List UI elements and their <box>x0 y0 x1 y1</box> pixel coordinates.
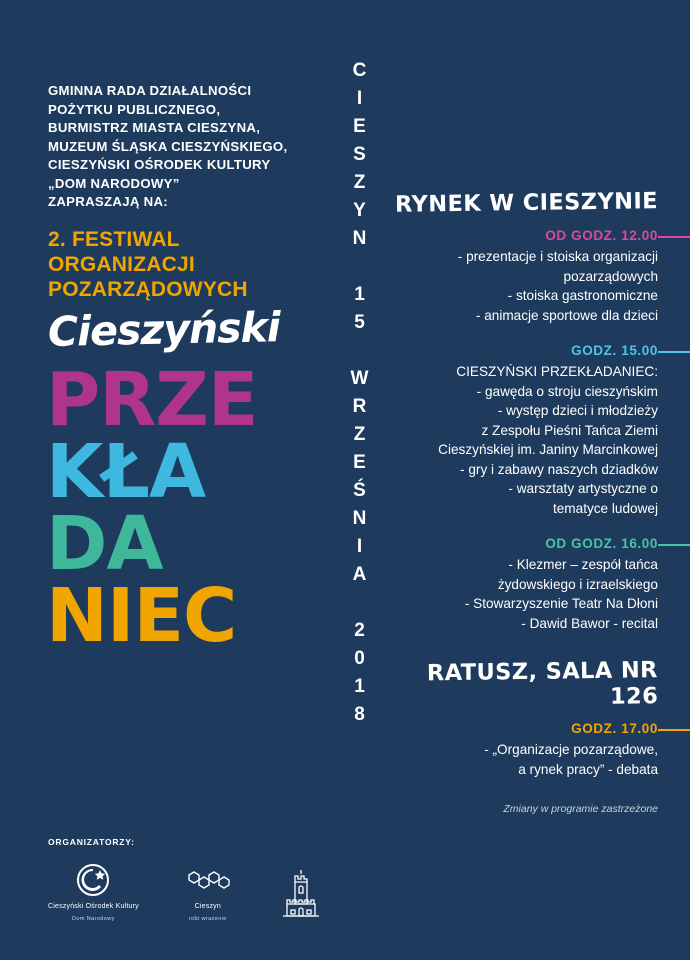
program-line: pozarządowych <box>563 268 658 284</box>
muzeum-logo <box>277 866 325 922</box>
festival-title <box>48 227 318 302</box>
festival-title-line: POZARZĄDOWYCH <box>48 277 248 301</box>
program-line: - warsztaty artystyczne o <box>508 481 658 496</box>
vertical-date: CIESZYN 15 WRZEŚNIA 2018 <box>349 60 370 732</box>
script-headline: Cieszyński <box>47 302 281 356</box>
big-word-kla: KŁA <box>46 428 206 515</box>
castle-tower-icon <box>277 866 325 922</box>
program-line: - animacje sportowe dla dzieci <box>475 307 658 323</box>
program-line: - gawęda o stroju cieszyńskim <box>476 383 658 399</box>
program-lines-1700 <box>390 740 658 779</box>
program-block-1500 <box>390 343 658 518</box>
cok-logo-sub: Dom Narodowy <box>72 916 115 922</box>
organizers-intro-line: CIESZYŃSKI OŚRODEK KULTURY <box>48 157 271 172</box>
big-word-da: DA <box>46 500 163 587</box>
organizers-intro-line: BURMISTRZ MIASTA CIESZYNA, <box>48 120 261 135</box>
cieszyn-logo <box>181 871 235 922</box>
festival-title-line: 2. FESTIWAL <box>48 227 180 251</box>
cieszyn-logo-sub: robi wrażenie <box>188 916 227 922</box>
program-block-1200 <box>390 228 658 325</box>
accent-rule-magenta <box>658 236 690 238</box>
venue-rynek: RYNEK W CIESZYNIE <box>394 188 659 218</box>
accent-rule-green <box>658 544 690 546</box>
organizers-intro-line: POŻYTKU PUBLICZNEGO, <box>48 101 221 117</box>
program-lines-1600 <box>390 555 658 633</box>
footer-label: ORGANIZATORZY: <box>48 837 135 847</box>
organizers-intro-line: MUZEUM ŚLĄSKA CIESZYŃSKIEGO, <box>48 138 288 154</box>
program-line: - Stowarzyszenie Teatr Na Dłoni <box>464 596 658 611</box>
program-line: CIESZYŃSKI PRZEKŁADANIEC: <box>456 364 658 379</box>
program-time-1700: GODZ. 17.00 <box>571 721 658 736</box>
organizers-intro-line: „DOM NARODOWY” <box>48 175 180 191</box>
program-line: - Klezmer – zespół tańca <box>508 557 658 572</box>
accent-rule-amber <box>658 729 690 731</box>
program-line: a rynek pracy” - debata <box>518 761 658 777</box>
program-line: - występ dzieci i młodzieży <box>497 403 658 418</box>
venue-ratusz: RATUSZ, SALA NR 126 <box>426 657 659 710</box>
cok-mark-icon <box>76 863 110 897</box>
program-column <box>390 190 658 815</box>
logo-row <box>48 863 378 922</box>
organizers-intro <box>48 82 318 212</box>
organizers-intro-line: GMINNA RADA DZIAŁALNOŚCI <box>48 83 252 98</box>
program-time-1200: OD GODZ. 12.00 <box>545 228 658 243</box>
program-lines-1200 <box>390 247 658 325</box>
left-column <box>46 82 318 659</box>
accent-rule-blue <box>658 351 690 353</box>
big-word-prze: PRZE <box>46 356 258 443</box>
program-line: tematyce ludowej <box>552 500 658 516</box>
program-line: - stoiska gastronomiczne <box>507 288 658 303</box>
cok-logo <box>48 863 139 922</box>
cok-logo-caption: Cieszyński Ośrodek Kultury <box>48 903 139 910</box>
program-time-1500: GODZ. 15.00 <box>571 343 658 358</box>
festival-title-line: ORGANIZACJI <box>48 252 195 276</box>
cieszyn-logo-caption: Cieszyn <box>194 903 221 910</box>
program-lines-1500 <box>390 362 658 518</box>
footer <box>48 837 378 922</box>
program-line: - „Organizacje pozarządowe, <box>484 742 658 757</box>
program-block-1700 <box>390 721 658 779</box>
program-disclaimer: Zmiany w programie zastrzeżone <box>503 803 658 815</box>
program-block-1600 <box>390 536 658 633</box>
program-line: - Dawid Bawor - recital <box>521 615 658 631</box>
cieszyn-mark-icon <box>181 871 235 897</box>
program-line: - gry i zabawy naszych dziadków <box>460 461 658 477</box>
program-line: Cieszyńskiej im. Janiny Marcinkowej <box>438 442 658 457</box>
program-line: - prezentacje i stoiska organizacji <box>457 249 658 264</box>
program-line: z Zespołu Pieśni Tańca Ziemi <box>481 422 658 438</box>
program-time-1600: OD GODZ. 16.00 <box>545 536 658 551</box>
organizers-intro-line: ZAPRASZAJĄ NA: <box>48 194 168 209</box>
big-word-niec: NIEC <box>46 572 237 659</box>
program-line: żydowskiego i izraelskiego <box>497 576 658 592</box>
